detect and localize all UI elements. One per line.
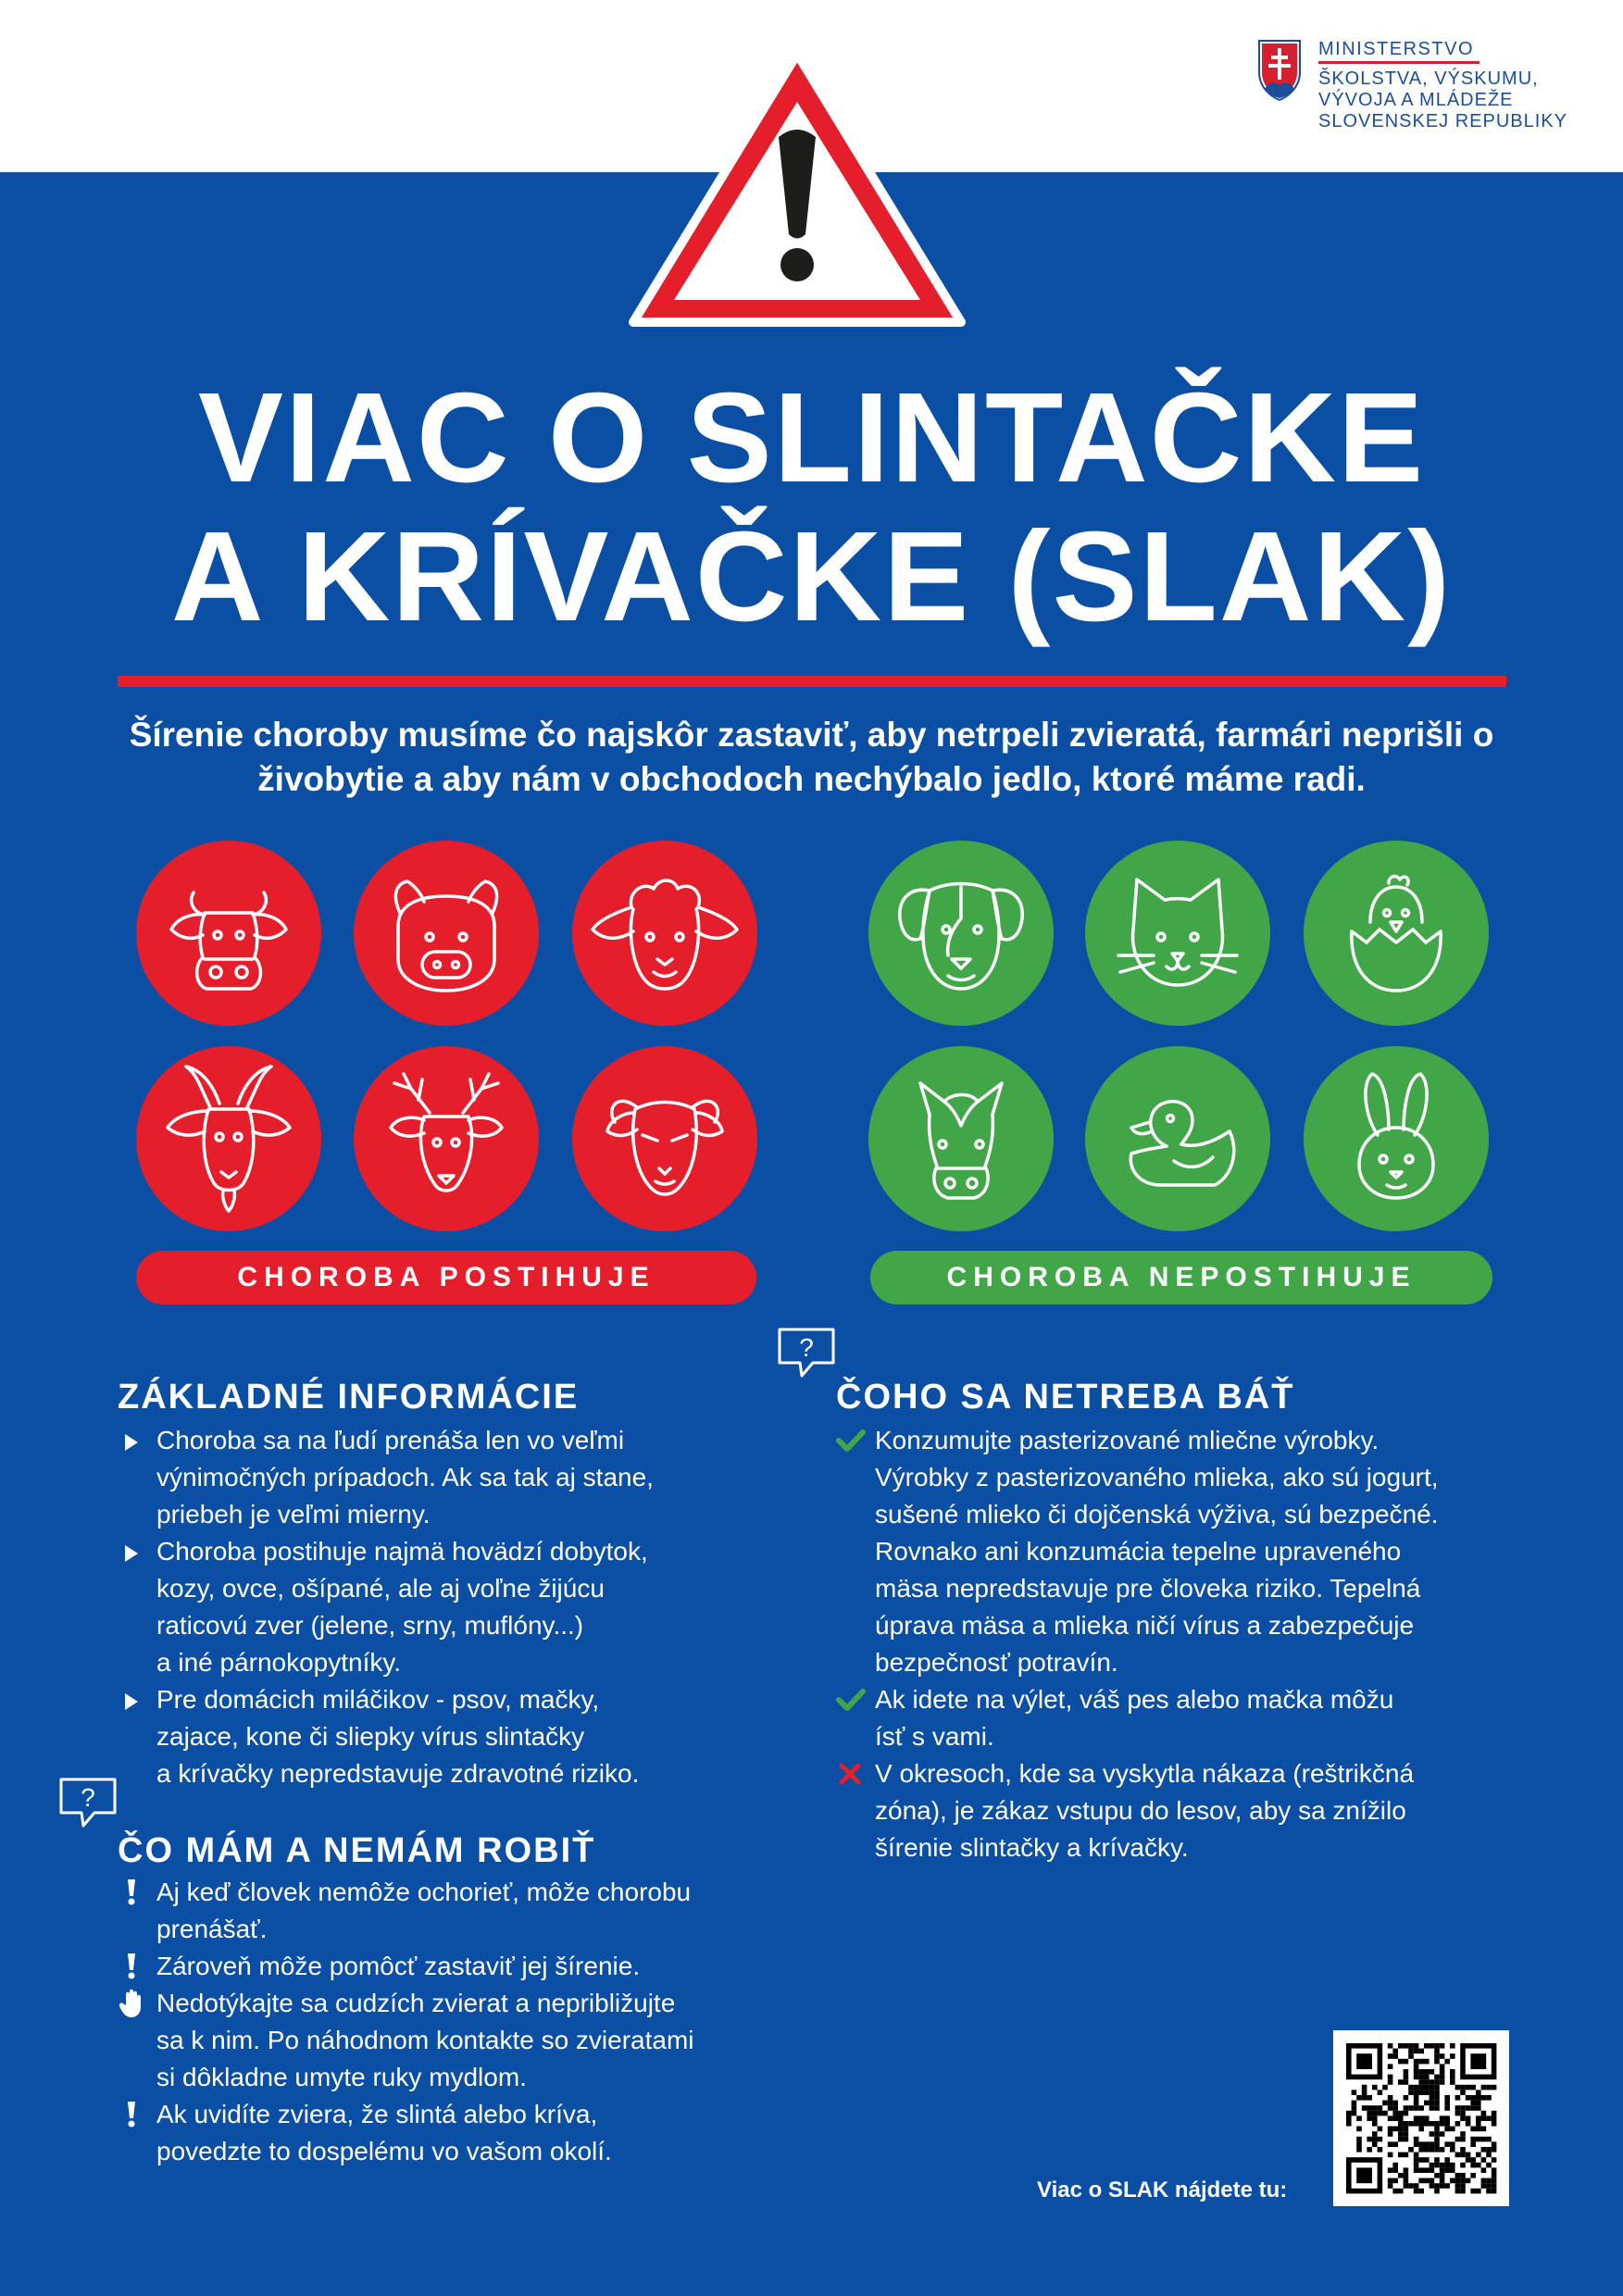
do-dont-heading: ČO MÁM A NEMÁM ROBIŤ	[118, 1831, 596, 1870]
list-item: Choroba sa na ľudí prenáša len vo veľmi výnimočných prípadoch. Ak sa tak aj stane, priebeh je veľmi mierny.	[118, 1422, 784, 1533]
do-dont-list	[118, 1874, 784, 2170]
slovak-coat-of-arms-icon	[1257, 39, 1302, 102]
exclamation-icon	[118, 1878, 145, 1907]
check-icon	[836, 1426, 864, 1455]
qr-code[interactable]	[1333, 2030, 1509, 2206]
cat-icon	[1085, 841, 1270, 1026]
warning-triangle-icon	[626, 44, 968, 331]
basic-info-heading: ZÁKLADNÉ INFORMÁCIE	[118, 1378, 580, 1416]
ministry-name-line1: MINISTERSTVO	[1318, 39, 1475, 59]
question-bubble-icon	[57, 1776, 119, 1831]
not-affected-label: CHOROBA NEPOSTIHUJE	[870, 1251, 1492, 1304]
mouflon-icon	[572, 1046, 757, 1231]
triangle-bullet-icon	[118, 1685, 145, 1715]
svg-text:?: ?	[81, 1783, 95, 1812]
list-item: V okresoch, kde sa vyskytla nákaza (reštrikčná zóna), je zákaz vstupu do lesov, aby sa znížilo šírenie slintačky a krívačky.	[836, 1755, 1567, 1866]
affected-label: CHOROBA POSTIHUJE	[136, 1251, 756, 1304]
question-bubble-icon	[776, 1326, 837, 1381]
exclamation-icon	[118, 1952, 145, 1981]
list-item: Ak uvidíte zviera, že slintá alebo kríva, povedzte to dospelému vo vašom okolí.	[118, 2096, 784, 2170]
ministry-rule	[1318, 61, 1479, 64]
sheep-icon	[572, 841, 757, 1026]
check-icon	[836, 1685, 864, 1715]
cow-icon	[136, 841, 321, 1026]
horse-icon	[868, 1046, 1054, 1231]
not-fear-heading: ČOHO SA NETREBA BÁŤ	[836, 1378, 1295, 1416]
list-item: Zároveň môže pomôcť zastaviť jej šírenie.	[118, 1948, 784, 1985]
hand-stop-icon	[118, 1989, 145, 2018]
qr-code-image	[1333, 2030, 1509, 2206]
dog-icon	[868, 841, 1054, 1026]
list-item: Nedotýkajte sa cudzích zvierat a nepribližujte sa k nim. Po náhodnom kontakte so zvieratami si dôkladne umyte ruky mydlom.	[118, 1985, 784, 2096]
ministry-name-line2: ŠKOLSTVA, VÝSKUMU, VÝVOJA A MLÁDEŽE SLOVENSKEJ REPUBLIKY	[1318, 69, 1567, 131]
deer-icon	[354, 1046, 539, 1231]
list-item: Ak idete na výlet, váš pes alebo mačka môžu ísť s vami.	[836, 1681, 1567, 1755]
triangle-bullet-icon	[118, 1426, 145, 1455]
basic-info-list	[118, 1422, 784, 1792]
list-item: Aj keď človek nemôže ochorieť, môže chorobu prenášať.	[118, 1874, 784, 1948]
ministry-logo	[1257, 39, 1609, 150]
list-item: Pre domácich miláčikov - psov, mačky, zajace, kone či sliepky vírus slintačky a krívačky nepredstavuje zdravotné riziko.	[118, 1681, 784, 1792]
title-line1: VIAC O SLINTAČKE	[197, 367, 1426, 509]
duck-icon	[1085, 1046, 1270, 1231]
title-line2: A KRÍVAČKE (SLAK)	[170, 505, 1453, 648]
pig-icon	[354, 841, 539, 1026]
intro-text: Šírenie choroby musíme čo najskôr zastaviť, aby netrpeli zvieratá, farmári neprišli o živobytie a aby nám v obchodoch nechýbalo jedlo, ktoré máme radi.	[129, 716, 1494, 798]
goat-icon	[136, 1046, 321, 1231]
list-item: Konzumujte pasterizované mliečne výrobky. Výrobky z pasterizovaného mlieka, ako sú jogurt, sušené mlieko či dojčenská výživa, sú bezpečné. Rovnako ani konzumácia tepelne upraveného mäsa nepredstavuje pre človeka riziko. Tepelná úprava mäsa a mlieka ničí vírus a zabezpečuje bezpečnosť potravín.	[836, 1422, 1567, 1681]
triangle-bullet-icon	[118, 1537, 145, 1566]
not-fear-list	[836, 1422, 1567, 1866]
cross-icon	[836, 1759, 864, 1789]
chick-icon	[1304, 841, 1489, 1026]
svg-text:?: ?	[799, 1333, 814, 1362]
list-item: Choroba postihuje najmä hovädzí dobytok, kozy, ovce, ošípané, ale aj voľne žijúcu raticovú zver (jelene, srny, muflóny...) a iné párnokopytníky.	[118, 1533, 784, 1681]
exclamation-icon	[118, 2100, 145, 2129]
title-underline	[118, 676, 1506, 687]
rabbit-icon	[1304, 1046, 1489, 1231]
qr-caption: Viac o SLAK nájdete tu:	[1037, 2177, 1288, 2202]
page-title	[56, 368, 1567, 646]
